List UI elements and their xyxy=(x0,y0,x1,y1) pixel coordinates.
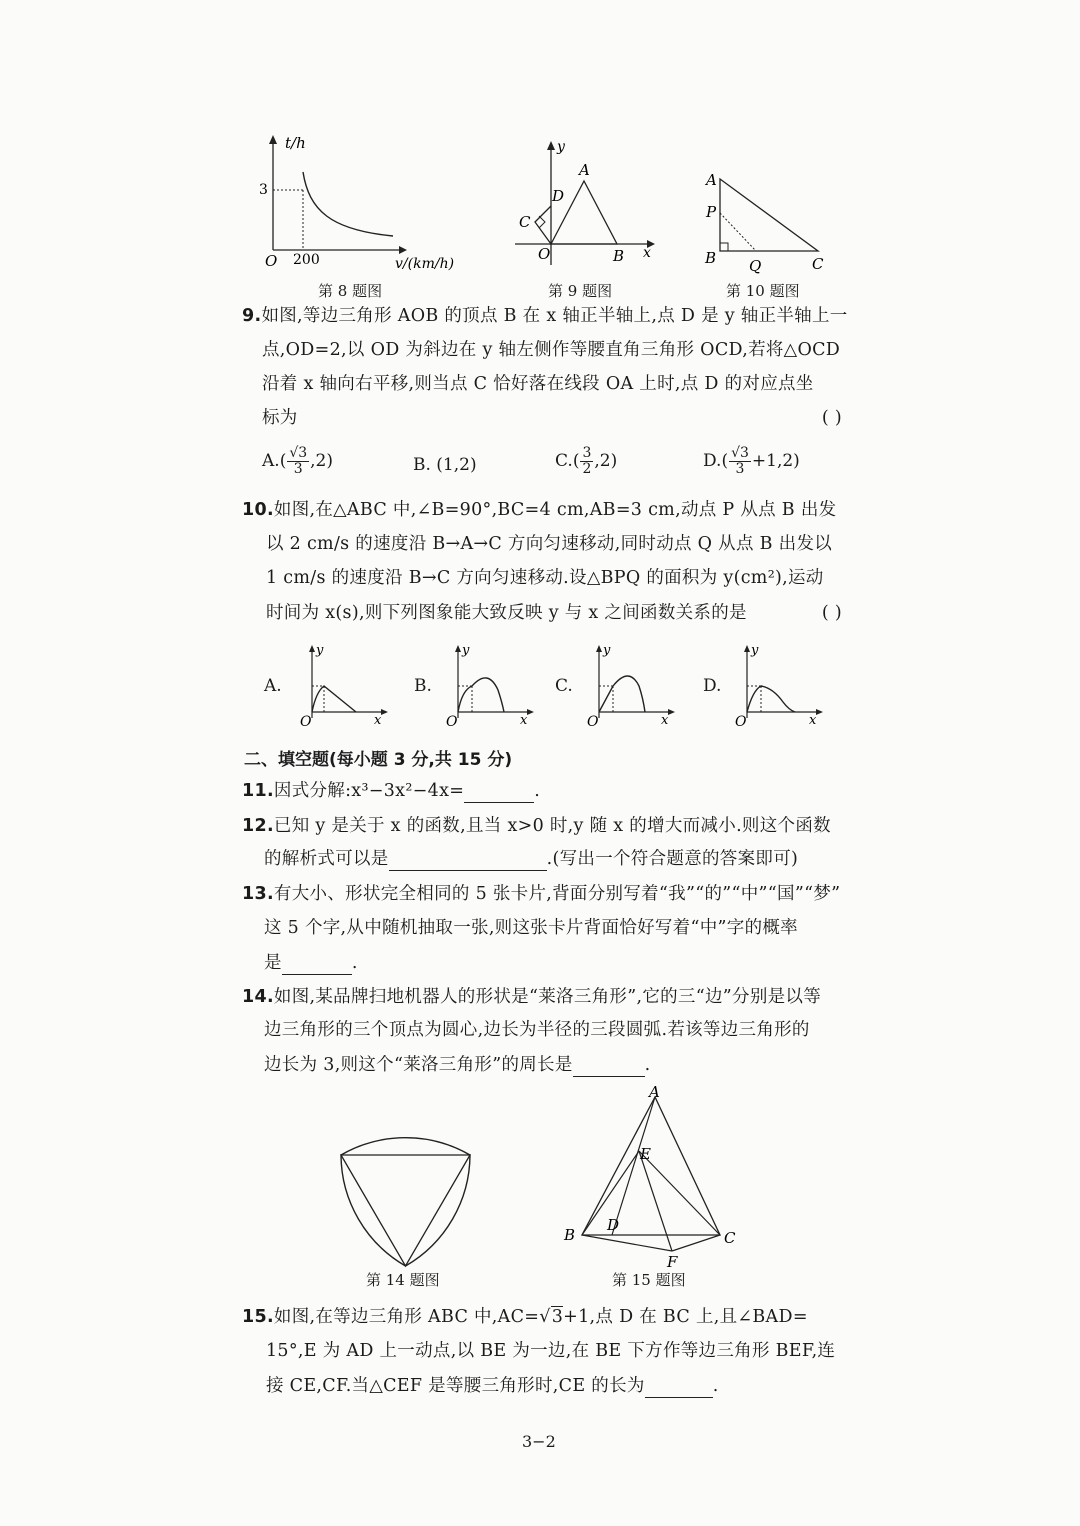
q11-text: 因式分解:x³−3x²−4x= xyxy=(273,781,465,801)
q10-graph-a xyxy=(294,640,394,730)
fig8-t-label: t/h xyxy=(285,134,306,152)
q13-line3 xyxy=(264,951,358,975)
q15-number: 15. xyxy=(242,1307,274,1327)
q14-text-3b: . xyxy=(644,1055,651,1075)
q11 xyxy=(242,779,540,803)
fig9-B: B xyxy=(613,247,625,265)
q10-text-3: 1 cm/s 的速度沿 B→C 方向匀速移动.设△BPQ 的面积为 y(cm²),运动 xyxy=(266,568,824,588)
fig10-A: A xyxy=(706,171,717,189)
q9-answer-paren: ( ) xyxy=(821,408,842,428)
fig15-E: E xyxy=(640,1145,651,1163)
q14-line3 xyxy=(264,1053,651,1077)
q9-opt-d-num: √3 xyxy=(731,445,749,461)
q10-graph-c xyxy=(581,640,681,730)
q10-text-2: 以 2 cm/s 的速度沿 B→A→C 方向匀速移动,同时动点 Q 从点 B 出发以 xyxy=(266,534,833,554)
q10-text-4: 时间为 x(s),则下列图象能大致反映 y 与 x 之间函数关系的是 xyxy=(266,603,747,623)
q11-answer-blank[interactable] xyxy=(464,784,534,803)
q9-opt-a-pre: ( xyxy=(279,451,287,471)
q14-text-1: 如图,某品牌扫地机器人的形状是“莱洛三角形”,它的三“边”分别是以等 xyxy=(273,987,822,1007)
q13-text-3a: 是 xyxy=(264,953,282,973)
q10-d-o: O xyxy=(735,714,747,730)
q10-graph-b xyxy=(440,640,540,730)
q10-number: 10. xyxy=(242,500,274,520)
q9-line4 xyxy=(262,406,842,430)
q15-line1: 15.如图,在等边三角形 ABC 中,AC=√3+1,点 D 在 BC 上,且∠BAD= xyxy=(242,1307,808,1327)
fig9-A: A xyxy=(579,161,590,179)
q12-answer-blank[interactable] xyxy=(389,852,547,871)
q14-text-3a: 边长为 3,则这个“莱洛三角形”的周长是 xyxy=(264,1055,573,1075)
q9-text-4: 标为 xyxy=(262,408,298,428)
figure-15 xyxy=(560,1085,750,1270)
fig9-y: y xyxy=(557,139,565,155)
q15-line3 xyxy=(266,1374,719,1398)
q12-text-2a: 的解析式可以是 xyxy=(264,849,389,869)
q10-graph-d xyxy=(729,640,829,730)
q13-text-1: 有大小、形状完全相同的 5 张卡片,背面分别写着“我”“的”“中”“国”“梦” xyxy=(273,884,841,904)
q12-line1 xyxy=(242,814,831,838)
fig10-Q: Q xyxy=(749,257,762,275)
fig8-caption: 第 8 题图 xyxy=(318,282,383,300)
q9-option-b[interactable]: B. (1,2) xyxy=(413,455,477,475)
q10-b-x: x xyxy=(520,713,528,728)
q13-number: 13. xyxy=(242,884,274,904)
figure-8 xyxy=(245,130,475,280)
q14-line1 xyxy=(242,985,821,1009)
q10-option-b[interactable] xyxy=(414,640,544,730)
q9-opt-a-num: √3 xyxy=(289,445,308,461)
q9-option-d[interactable] xyxy=(703,446,800,477)
fig9-O: O xyxy=(538,245,551,263)
q9-opt-d-label: D. xyxy=(703,451,722,471)
q11-end: . xyxy=(534,781,541,801)
q10-a-x: x xyxy=(374,713,382,728)
fig9-caption: 第 9 题图 xyxy=(548,282,613,300)
q15-text-3a: 接 CE,CF.当△CEF 是等腰三角形时,CE 的长为 xyxy=(266,1376,645,1396)
q15-text-2: 15°,E 为 AD 上一动点,以 BE 为一边,在 BE 下方作等边三角形 BEF,连 xyxy=(266,1341,836,1361)
page-number: 3−2 xyxy=(522,1432,556,1451)
q9-option-a[interactable] xyxy=(262,446,333,477)
fig8-v-label: v/(km/h) xyxy=(395,256,455,272)
q12-line2 xyxy=(264,847,798,871)
section-fill-in-title: 二、填空题(每小题 3 分,共 15 分) xyxy=(244,750,513,770)
q11-number: 11. xyxy=(242,781,274,801)
q9-opt-d-post: +1,2) xyxy=(751,451,800,471)
q10-d-y: y xyxy=(751,643,759,658)
q12-number: 12. xyxy=(242,816,274,836)
fig8-origin: O xyxy=(265,252,278,270)
q9-opt-d-frac xyxy=(729,446,751,477)
q14-answer-blank[interactable] xyxy=(573,1058,645,1077)
q9-text-2: 点,OD=2,以 OD 为斜边在 y 轴左侧作等腰直角三角形 OCD,若将△OCD xyxy=(262,340,841,360)
fig9-C: C xyxy=(519,213,531,231)
q15-text-3b: . xyxy=(712,1376,719,1396)
fig10-P: P xyxy=(706,203,717,221)
q10-c-x: x xyxy=(661,713,669,728)
fig15-B: B xyxy=(564,1226,576,1244)
figure-9 xyxy=(505,135,665,275)
q9-opt-a-den: 3 xyxy=(293,461,303,477)
q15-text-1b: +1,点 D 在 BC 上,且∠BAD= xyxy=(563,1307,808,1327)
q9-opt-c-den: 2 xyxy=(582,461,592,477)
figure-14 xyxy=(325,1120,485,1270)
q10-opt-c-label: C. xyxy=(555,676,573,696)
fig15-A: A xyxy=(649,1085,660,1101)
q10-d-x: x xyxy=(809,713,817,728)
q10-b-y: y xyxy=(462,643,470,658)
q9-opt-c-post: ,2) xyxy=(594,451,618,471)
q15-sqrt: 3 xyxy=(551,1307,564,1327)
q10-option-c[interactable] xyxy=(555,640,685,730)
q9-opt-a-post: ,2) xyxy=(310,451,334,471)
q12-text-2b: .(写出一个符合题意的答案即可) xyxy=(546,849,799,869)
q12-text-1: 已知 y 是关于 x 的函数,且当 x>0 时,y 随 x 的增大而减小.则这个函数 xyxy=(273,816,831,836)
fig9-x: x xyxy=(643,245,651,261)
q15-answer-blank[interactable] xyxy=(645,1379,713,1398)
q10-opt-b-label: B. xyxy=(414,676,432,696)
q10-opt-a-label: A. xyxy=(264,676,282,696)
q10-line4 xyxy=(266,601,842,625)
q13-line1 xyxy=(242,882,840,906)
q10-c-y: y xyxy=(603,643,611,658)
q10-opt-d-label: D. xyxy=(703,676,722,696)
q9-opt-c-num: 3 xyxy=(582,445,592,461)
q9-text-1: 如图,等边三角形 AOB 的顶点 B 在 x 轴正半轴上,点 D 是 y 轴正半轴上一 xyxy=(261,306,848,326)
q9-number: 9. xyxy=(242,306,262,326)
fig15-D: D xyxy=(607,1216,620,1234)
q9-line1 xyxy=(242,304,848,328)
q9-opt-d-pre: ( xyxy=(721,451,729,471)
q9-opt-c-label: C. xyxy=(555,451,573,471)
fig10-B: B xyxy=(705,249,717,267)
q13-text-3b: . xyxy=(351,953,358,973)
fig8-tick-y: 3 xyxy=(259,182,268,198)
q10-answer-paren: ( ) xyxy=(821,603,842,623)
q9-option-c[interactable] xyxy=(555,446,617,477)
fig14-caption: 第 14 题图 xyxy=(366,1271,440,1289)
q10-c-o: O xyxy=(587,714,599,730)
q10-a-y: y xyxy=(316,643,324,658)
q10-line1 xyxy=(242,498,836,522)
q13-answer-blank[interactable] xyxy=(282,956,352,975)
q14-text-2: 边三角形的三个顶点为圆心,边长为半径的三段圆弧.若该等边三角形的 xyxy=(264,1020,810,1040)
q10-b-o: O xyxy=(446,714,458,730)
q14-number: 14. xyxy=(242,987,274,1007)
q9-text-3: 沿着 x 轴向右平移,则当点 C 恰好落在线段 OA 上时,点 D 的对应点坐 xyxy=(262,374,814,394)
q10-a-o: O xyxy=(300,714,312,730)
q13-text-2: 这 5 个字,从中随机抽取一张,则这张卡片背面恰好写着“中”字的概率 xyxy=(264,918,798,938)
figure-10 xyxy=(700,165,840,275)
fig9-D: D xyxy=(552,187,565,205)
q10-text-1: 如图,在△ABC 中,∠B=90°,BC=4 cm,AB=3 cm,动点 P 从点 B 出发 xyxy=(273,500,837,520)
q10-option-a[interactable] xyxy=(264,640,394,730)
q9-opt-c-pre: ( xyxy=(572,451,580,471)
fig15-F: F xyxy=(667,1253,678,1270)
q9-opt-d-den: 3 xyxy=(735,461,745,477)
fig15-C: C xyxy=(724,1229,736,1247)
fig10-C: C xyxy=(812,255,824,273)
q9-opt-a-label: A. xyxy=(262,451,280,471)
q10-option-d[interactable] xyxy=(703,640,833,730)
fig15-caption: 第 15 题图 xyxy=(612,1271,686,1289)
q9-opt-c-frac xyxy=(580,446,593,477)
q15-text-1a: 如图,在等边三角形 ABC 中,AC= xyxy=(273,1307,540,1327)
fig10-caption: 第 10 题图 xyxy=(726,282,800,300)
fig8-tick-x: 200 xyxy=(293,252,320,268)
q9-opt-a-frac xyxy=(287,446,309,477)
